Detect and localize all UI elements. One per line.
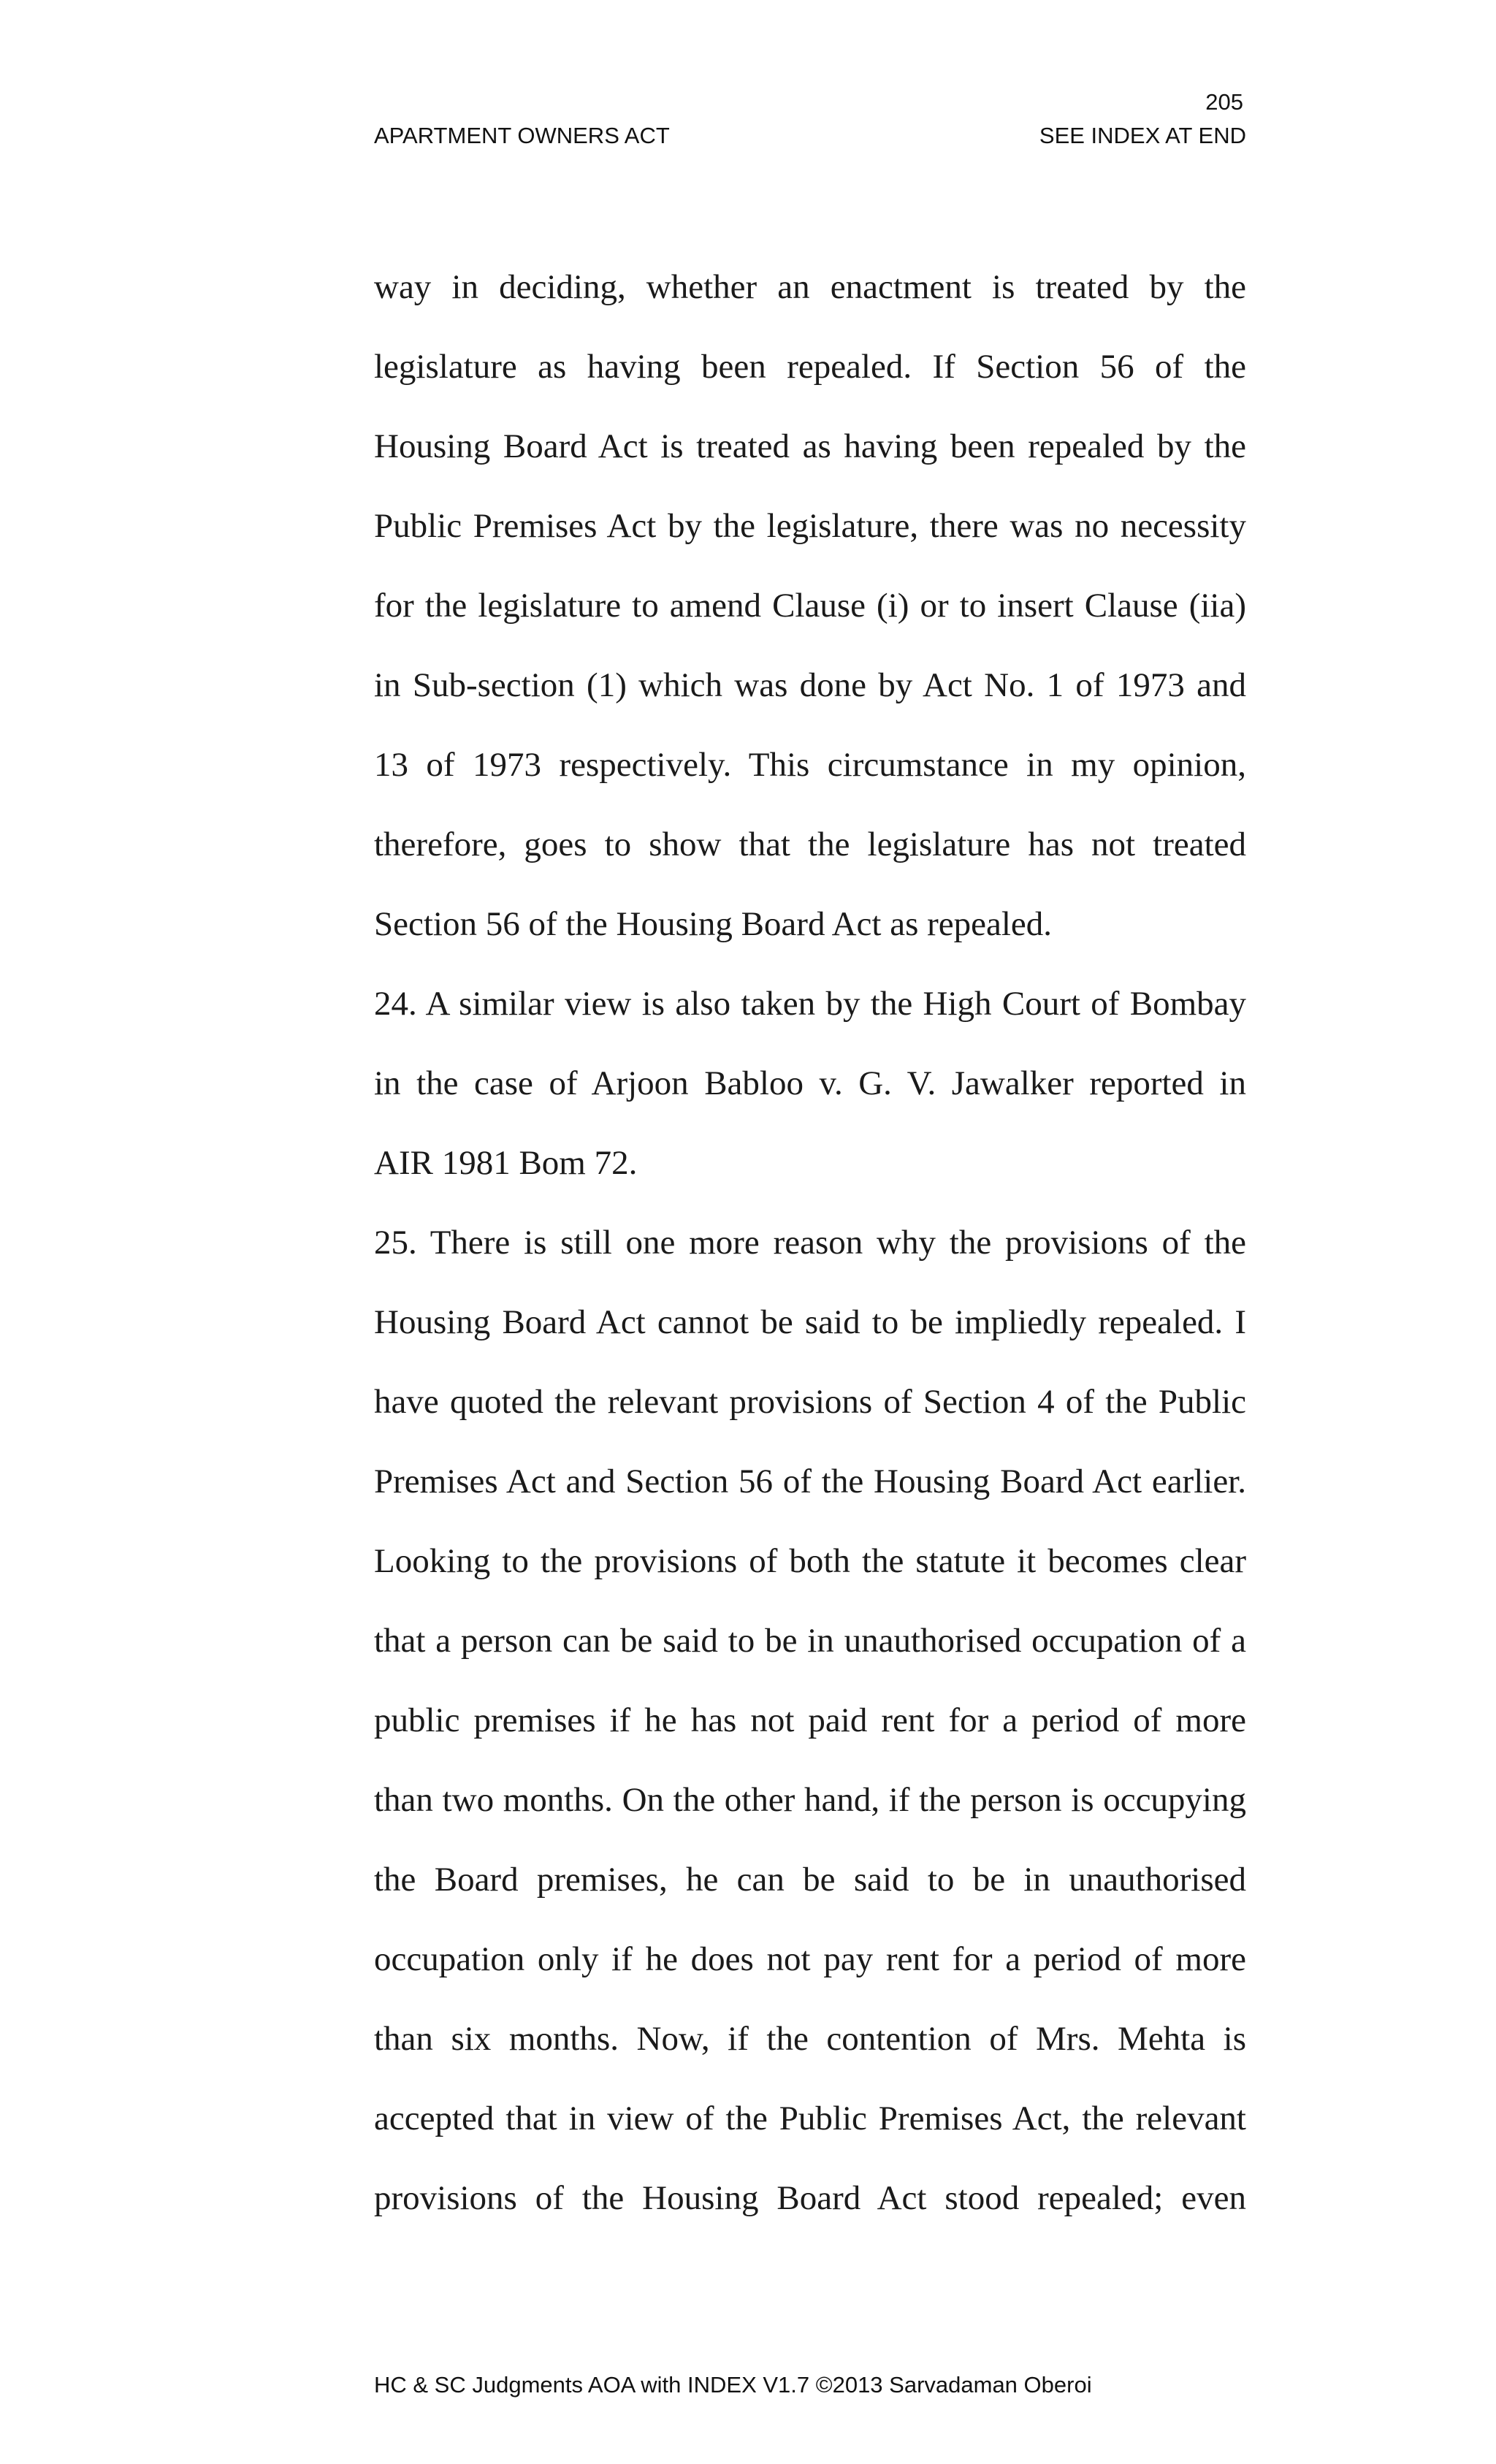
paragraph-24-line: 24. A similar view is also taken by the High Court of Bombay [374,985,1246,1023]
text-line: 13 of 1973 respectively. This circumstance in my opinion, [374,746,1246,784]
page-number: 205 [1205,89,1243,115]
text-line: occupation only if he does not pay rent for a period of more [374,1940,1246,1978]
text-line: the Board premises, he can be said to be in unauthorised [374,1861,1246,1899]
running-header [374,123,1246,149]
page-footer: HC & SC Judgments AOA with INDEX V1.7 ©2013 Sarvadaman Oberoi [374,2372,1092,2398]
text-line: in Sub-section (1) which was done by Act No. 1 of 1973 and [374,666,1246,704]
text-line: legislature as having been repealed. If Section 56 of the [374,348,1246,386]
text-line: therefore, goes to show that the legislature has not treated [374,825,1246,863]
paragraph-25-line: 25. There is still one more reason why the provisions of the [374,1224,1246,1262]
header-title-right: SEE INDEX AT END [1039,123,1246,148]
text-line: way in deciding, whether an enactment is treated by the [374,268,1246,306]
text-line: provisions of the Housing Board Act stood repealed; even [374,2179,1246,2217]
text-line: have quoted the relevant provisions of Section 4 of the Public [374,1383,1246,1421]
text-line: Looking to the provisions of both the statute it becomes clear [374,1542,1246,1580]
text-line: for the legislature to amend Clause (i) or to insert Clause (iia) [374,587,1246,625]
text-line: Housing Board Act cannot be said to be impliedly repealed. I [374,1303,1246,1341]
header-title-left: APARTMENT OWNERS ACT [374,123,670,148]
text-line: than six months. Now, if the contention of Mrs. Mehta is [374,2020,1246,2058]
text-line: in the case of Arjoon Babloo v. G. V. Jawalker reported in [374,1064,1246,1102]
text-line: than two months. On the other hand, if the person is occupying [374,1781,1246,1819]
text-line: AIR 1981 Bom 72. [374,1144,638,1182]
judgment-body-text [374,261,1246,2251]
text-line: accepted that in view of the Public Premises Act, the relevant [374,2099,1246,2137]
text-line: Section 56 of the Housing Board Act as repealed. [374,905,1053,943]
text-line: Premises Act and Section 56 of the Housing Board Act earlier. [374,1462,1246,1500]
text-line: public premises if he has not paid rent for a period of more [374,1701,1246,1739]
text-line: that a person can be said to be in unauthorised occupation of a [374,1622,1246,1660]
text-line: Housing Board Act is treated as having been repealed by the [374,427,1246,465]
text-line: Public Premises Act by the legislature, there was no necessity [374,507,1246,545]
